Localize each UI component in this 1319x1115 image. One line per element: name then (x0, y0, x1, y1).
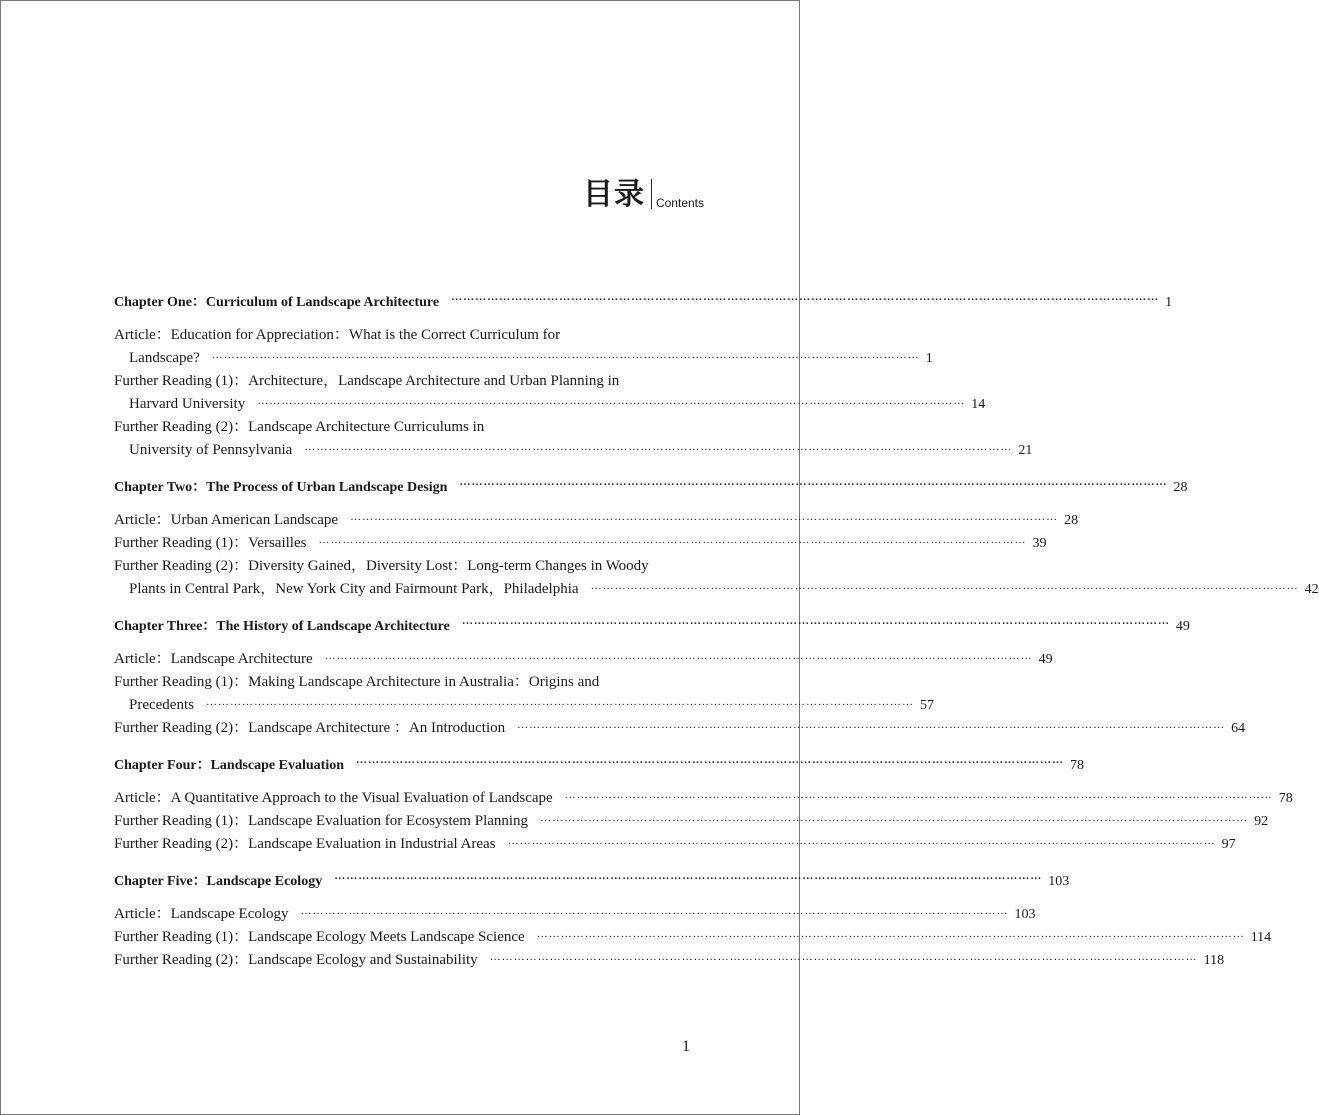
entry-title-line2: University of Pennsylvania (129, 442, 293, 458)
entry-page-number: 39 (1032, 536, 1047, 551)
toc-entry[interactable] (114, 949, 1225, 972)
chapter-page-number: 49 (1175, 619, 1190, 634)
entry-line (114, 949, 1225, 972)
entry-title-line1: Further Reading (1)：Making Landscape Architecture in Australia：Origins and (114, 674, 600, 690)
entry-title-line1: Article：Education for Appreciation：What is the Correct Curriculum for (114, 327, 561, 343)
entry-page-number: 103 (1014, 907, 1036, 922)
dot-leader: …………………………………………………………………………………………………………………………………………………………… (459, 476, 1168, 488)
chapter-row[interactable] (114, 752, 1084, 774)
dot-leader: …………………………………………………………………………………………………………………………………………………………… (451, 291, 1160, 303)
toc-entry[interactable] (114, 555, 1319, 601)
dot-leader: …………………………………………………………………………………………………………………………………………………………… (257, 395, 966, 407)
entry-title: Article：Urban American Landscape (114, 512, 339, 528)
chapter-title: Chapter Four：Landscape Evaluation (114, 758, 344, 773)
entry-line (114, 717, 1246, 740)
chapter-page-number: 78 (1070, 758, 1084, 773)
entry-page-number: 28 (1064, 513, 1079, 528)
entry-page-number: 49 (1038, 652, 1053, 667)
dot-leader: …………………………………………………………………………………………………………………………………………………………… (590, 580, 1299, 592)
dot-leader: …………………………………………………………………………………………………………………………………………………………… (536, 928, 1245, 940)
entry-title: Article：A Quantitative Approach to the Visual Evaluation of Landscape (114, 790, 553, 806)
entry-page-number: 64 (1231, 721, 1246, 736)
entry-last-line (114, 347, 933, 370)
toc-entry[interactable] (114, 833, 1236, 856)
entry-page-number: 21 (1018, 443, 1033, 458)
chapter-title: Chapter Three：The History of Landscape Architecture (114, 619, 450, 634)
entry-page-number: 14 (971, 397, 986, 412)
entry-page-number: 97 (1221, 837, 1236, 852)
chapter-row[interactable] (114, 613, 1190, 635)
entry-title-line1: Further Reading (1)：Architecture，Landscape Architecture and Urban Planning in (114, 373, 620, 389)
entry-page-number: 57 (919, 698, 934, 713)
dot-leader: …………………………………………………………………………………………………………………………………………………………… (318, 534, 1027, 546)
chapter-row[interactable] (114, 289, 1173, 311)
dot-leader: …………………………………………………………………………………………………………………………………………………………… (489, 951, 1198, 963)
dot-leader: …………………………………………………………………………………………………………………………………………………………… (350, 511, 1059, 523)
entry-page-number: 78 (1278, 791, 1293, 806)
chapter-title: Chapter Five：Landscape Ecology (114, 874, 323, 889)
entry-page-number: 42 (1304, 582, 1319, 597)
dot-leader: …………………………………………………………………………………………………………………………………………………………… (461, 615, 1170, 627)
dot-leader: …………………………………………………………………………………………………………………………………………………………… (324, 650, 1033, 662)
entry-title-line1: Further Reading (2)：Landscape Architecture Curriculums in (114, 419, 485, 435)
toc-entry[interactable] (114, 370, 986, 416)
entry-title: Article：Landscape Ecology (114, 906, 289, 922)
entry-last-line (114, 439, 1033, 462)
entry-title: Article：Landscape Architecture (114, 651, 313, 667)
entry-page-number: 1 (925, 351, 933, 366)
dot-leader: …………………………………………………………………………………………………………………………………………………………… (304, 441, 1013, 453)
dot-leader: …………………………………………………………………………………………………………………………………………………………… (507, 835, 1216, 847)
entry-title: Further Reading (1)：Landscape Ecology Meets Landscape Science (114, 929, 525, 945)
entry-title-line2: Landscape? (129, 350, 200, 366)
chapter-page-number: 1 (1165, 295, 1173, 310)
chapter-page-number: 28 (1173, 480, 1188, 495)
entry-title: Further Reading (2)：Landscape Evaluation in Industrial Areas (114, 836, 496, 852)
entry-title-line2: Harvard University (129, 396, 246, 412)
entry-title: Further Reading (1)：Landscape Evaluation for Ecosystem Planning (114, 813, 529, 829)
dot-leader: …………………………………………………………………………………………………………………………………………………………… (517, 719, 1226, 731)
chapter-row[interactable] (114, 868, 1070, 890)
entry-title-line2: Plants in Central Park，New York City and Fairmount Park，Philadelphia (129, 581, 579, 597)
toc-entry[interactable] (114, 671, 934, 717)
entry-last-line (114, 393, 986, 416)
dot-leader: …………………………………………………………………………………………………………………………………………………………… (564, 789, 1273, 801)
entry-page-number: 118 (1203, 953, 1225, 968)
toc-heading (583, 178, 704, 212)
table-of-contents (114, 289, 1319, 972)
entry-title-line2: Precedents (129, 697, 194, 713)
toc-heading-chinese: 目录 (582, 177, 645, 212)
chapter-row[interactable] (114, 474, 1188, 496)
chapter-page-number: 103 (1048, 874, 1070, 889)
entry-line (114, 833, 1236, 856)
entry-page-number: 114 (1250, 930, 1272, 945)
entry-line (114, 532, 1047, 555)
toc-entry[interactable] (114, 416, 1033, 462)
entry-title: Further Reading (2)：Landscape Ecology and Sustainability (114, 952, 478, 968)
dot-leader: …………………………………………………………………………………………………………………………………………………………… (334, 870, 1043, 882)
entry-title: Further Reading (2)：Landscape Architecture ：An Introduction (114, 720, 506, 736)
chapter-title: Chapter Two：The Process of Urban Landscape Design (114, 480, 448, 495)
dot-leader: …………………………………………………………………………………………………………………………………………………………… (540, 812, 1249, 824)
dot-leader: …………………………………………………………………………………………………………………………………………………………… (300, 905, 1009, 917)
dot-leader: …………………………………………………………………………………………………………………………………………………………… (356, 754, 1064, 766)
heading-divider (651, 179, 652, 209)
toc-entry[interactable] (114, 717, 1246, 740)
entry-page-number: 92 (1254, 814, 1269, 829)
entry-title-line1: Further Reading (2)：Diversity Gained，Diversity Lost：Long-term Changes in Woody (114, 558, 649, 574)
entry-title: Further Reading (1)：Versailles (114, 535, 307, 551)
entry-last-line (114, 578, 1319, 601)
toc-heading-english: Contents (655, 196, 704, 210)
dot-leader: …………………………………………………………………………………………………………………………………………………………… (205, 696, 914, 708)
dot-leader: …………………………………………………………………………………………………………………………………………………………… (211, 349, 920, 361)
toc-entry[interactable] (114, 324, 933, 370)
entry-line (114, 648, 1053, 671)
chapter-title: Chapter One：Curriculum of Landscape Architecture (114, 295, 440, 310)
toc-entry[interactable] (114, 532, 1047, 555)
toc-entry[interactable] (114, 648, 1053, 671)
page-number: 1 (682, 1038, 690, 1055)
